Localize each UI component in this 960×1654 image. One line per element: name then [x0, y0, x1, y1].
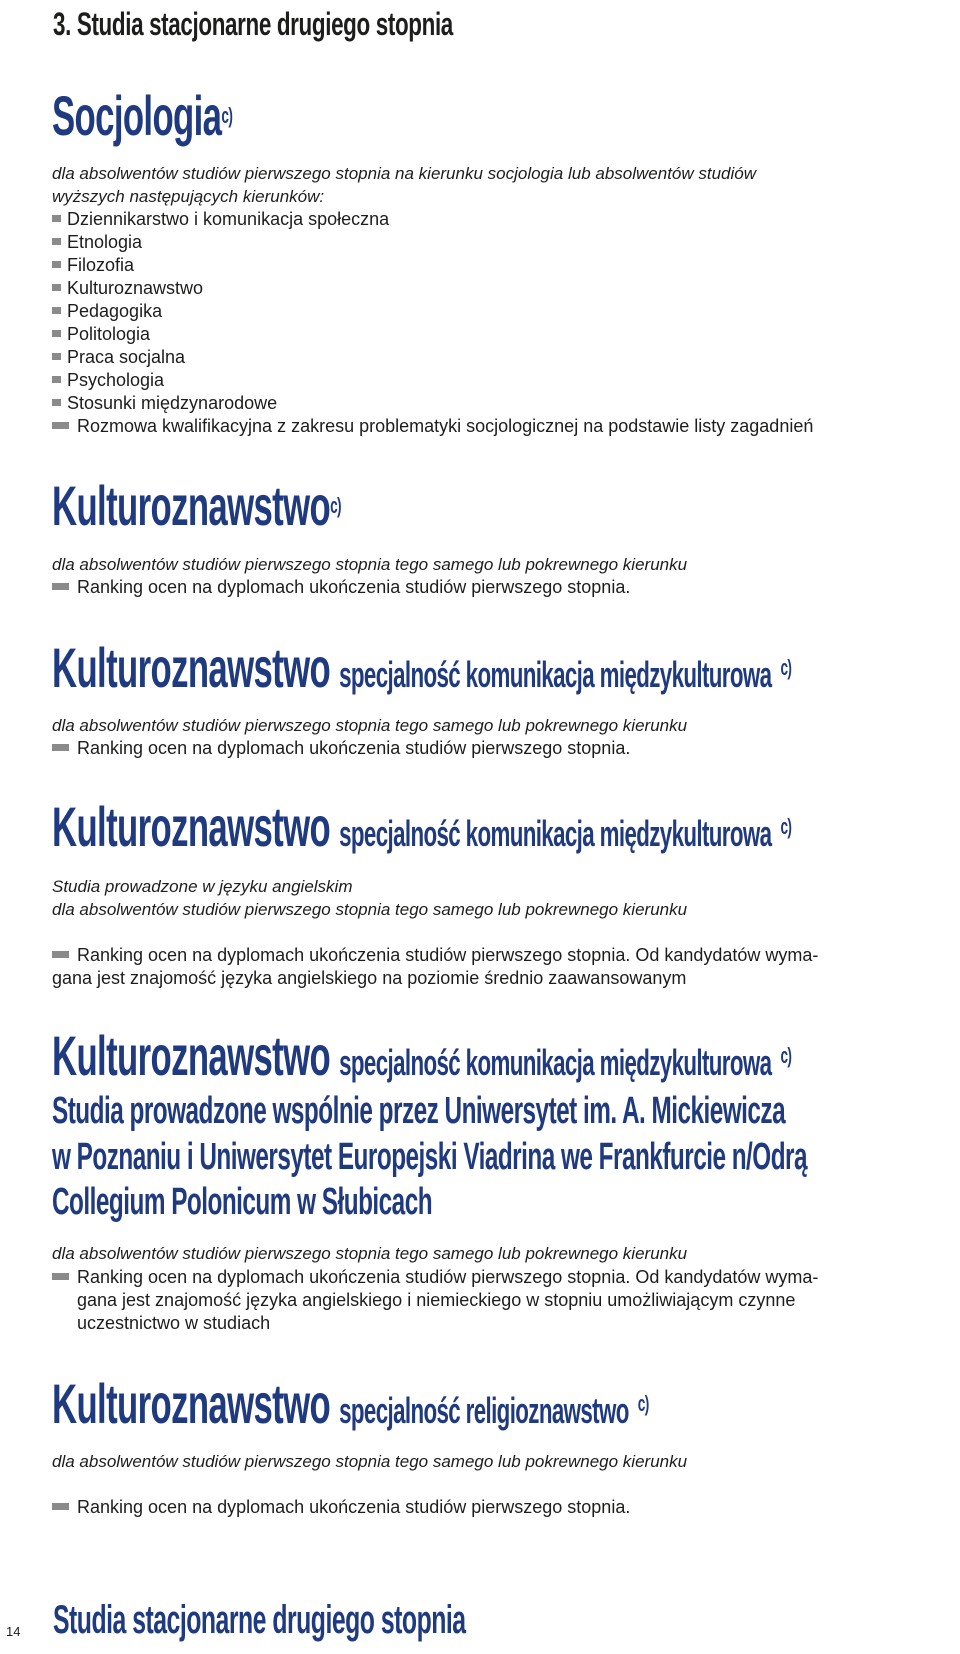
square-bullet-icon — [52, 261, 61, 268]
requirement-item: Ranking ocen na dyplomach ukończenia studiów pierwszego stopnia. — [52, 1497, 630, 1518]
heading-text: Kulturoznawstwo — [52, 1372, 331, 1435]
footer-title: Studia stacjonarne drugiego stopnia — [53, 1598, 466, 1642]
heading-superscript: c) — [637, 1391, 649, 1416]
requirement-continuation: gana jest znajomość języka angielskiego na poziomie średnio zaawansowanym — [52, 968, 687, 988]
square-bullet-icon — [52, 307, 61, 314]
intro-text: dla absolwentów studiów pierwszego stopnia tego samego lub pokrewnego kierunku — [52, 555, 688, 574]
list-item: Kulturoznawstwo — [52, 278, 203, 299]
list-item: Filozofia — [52, 255, 134, 276]
dash-bullet-icon — [52, 1273, 69, 1280]
list-item: Etnologia — [52, 232, 142, 253]
section-heading-kulturoznawstwo-religioznawstwo — [52, 1372, 649, 1443]
heading-specialty: specjalność komunikacja międzykulturowa — [339, 1042, 772, 1083]
heading-text: Kulturoznawstwo — [52, 474, 331, 537]
heading-specialty: specjalność religioznawstwo — [339, 1390, 629, 1431]
heading-specialty: specjalność komunikacja międzykulturowa — [339, 654, 772, 695]
section-heading-socjologia — [52, 84, 232, 148]
requirement-item: Rozmowa kwalifikacyjna z zakresu problematyki socjologicznej na podstawie listy zagadnień — [52, 416, 813, 437]
requirement-continuation: gana jest znajomość języka angielskiego i niemieckiego w stopniu umożliwiającym czynne — [77, 1290, 796, 1310]
list-item: Pedagogika — [52, 301, 162, 322]
square-bullet-icon — [52, 330, 61, 337]
intro-text: dla absolwentów studiów pierwszego stopnia tego samego lub pokrewnego kierunku — [52, 1452, 688, 1471]
section-heading-kulturoznawstwo-komunikacja — [52, 636, 791, 707]
section-heading-kulturoznawstwo-komunikacja-en — [52, 795, 791, 866]
square-bullet-icon — [52, 284, 61, 291]
square-bullet-icon — [52, 353, 61, 360]
dash-bullet-icon — [52, 583, 69, 590]
requirement-continuation: uczestnictwo w studiach — [77, 1313, 271, 1333]
dash-bullet-icon — [52, 1503, 69, 1510]
square-bullet-icon — [52, 376, 61, 383]
requirement-item: Ranking ocen na dyplomach ukończenia studiów pierwszego stopnia. — [52, 738, 630, 759]
requirement-item: Ranking ocen na dyplomach ukończenia studiów pierwszego stopnia. Od kandydatów wyma- — [52, 945, 818, 966]
chapter-title: 3. Studia stacjonarne drugiego stopnia — [53, 6, 453, 42]
joint-studies-line: Studia prowadzone wspólnie przez Uniwersytet im. A. Mickiewicza — [52, 1090, 786, 1132]
dash-bullet-icon — [52, 951, 69, 958]
list-item: Psychologia — [52, 370, 164, 391]
page-number: 14 — [6, 1624, 21, 1639]
intro-text: dla absolwentów studiów pierwszego stopnia na kierunku socjologia lub absolwentów studiów — [52, 164, 757, 183]
heading-text: Kulturoznawstwo — [52, 1024, 331, 1087]
intro-text: wyższych następujących kierunków: — [52, 187, 325, 206]
heading-text: Kulturoznawstwo — [52, 795, 331, 858]
intro-text: dla absolwentów studiów pierwszego stopnia tego samego lub pokrewnego kierunku — [52, 900, 688, 919]
list-item: Politologia — [52, 324, 150, 345]
requirement-item: Ranking ocen na dyplomach ukończenia studiów pierwszego stopnia. Od kandydatów wyma- — [52, 1267, 818, 1288]
heading-superscript: c) — [780, 814, 792, 839]
square-bullet-icon — [52, 215, 61, 222]
square-bullet-icon — [52, 238, 61, 245]
heading-text: Socjologia — [52, 84, 222, 147]
requirement-item: Ranking ocen na dyplomach ukończenia studiów pierwszego stopnia. — [52, 577, 630, 598]
section-heading-kulturoznawstwo — [52, 474, 341, 538]
square-bullet-icon — [52, 399, 61, 406]
dash-bullet-icon — [52, 422, 69, 429]
heading-superscript: c) — [780, 1043, 792, 1068]
heading-specialty: specjalność komunikacja międzykulturowa — [339, 813, 772, 854]
list-item: Praca socjalna — [52, 347, 185, 368]
heading-superscript: c) — [780, 655, 792, 680]
section-heading-kulturoznawstwo-slubice — [52, 1024, 791, 1095]
dash-bullet-icon — [52, 744, 69, 751]
heading-superscript: c) — [221, 103, 233, 128]
intro-text: dla absolwentów studiów pierwszego stopnia tego samego lub pokrewnego kierunku — [52, 1244, 688, 1263]
list-item: Dziennikarstwo i komunikacja społeczna — [52, 209, 389, 230]
heading-superscript: c) — [330, 493, 341, 518]
note-text: Studia prowadzone w języku angielskim — [52, 877, 353, 896]
joint-studies-line: w Poznaniu i Uniwersytet Europejski Viadrina we Frankfurcie n/Odrą — [52, 1136, 808, 1178]
joint-studies-line: Collegium Polonicum w Słubicach — [52, 1181, 433, 1223]
heading-text: Kulturoznawstwo — [52, 636, 331, 699]
intro-text: dla absolwentów studiów pierwszego stopnia tego samego lub pokrewnego kierunku — [52, 716, 688, 735]
list-item: Stosunki międzynarodowe — [52, 393, 277, 414]
